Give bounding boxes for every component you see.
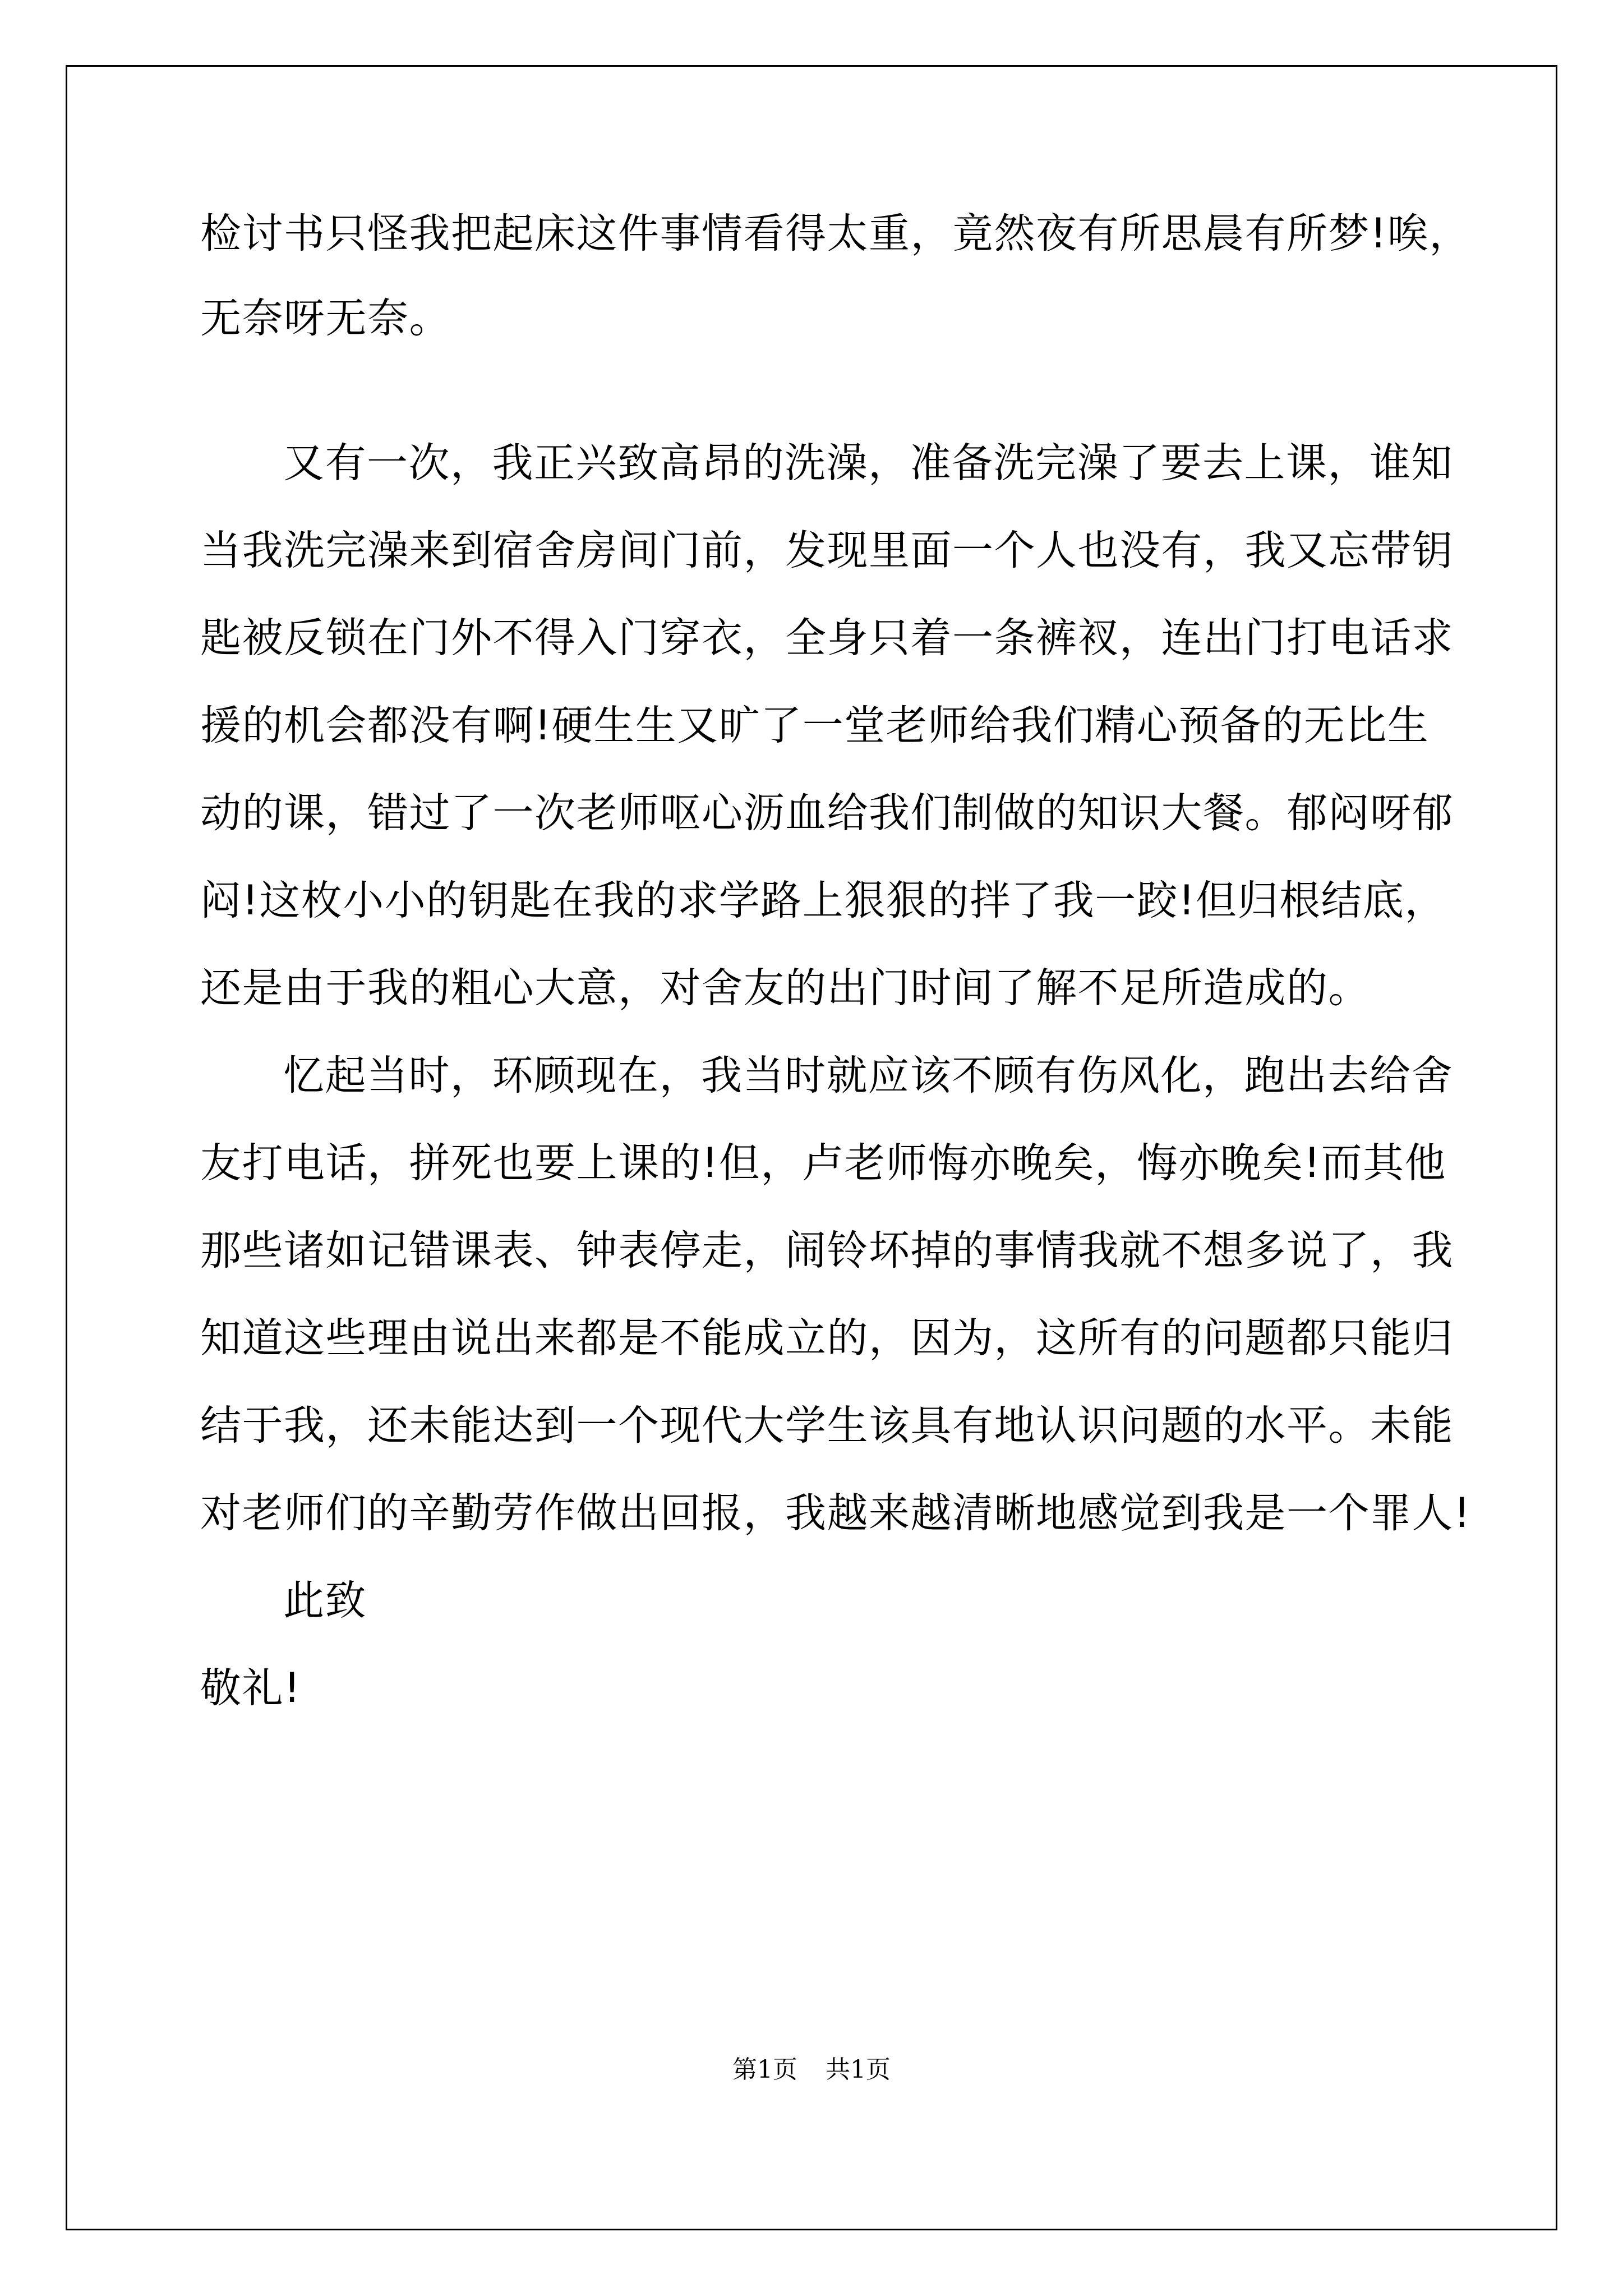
body-line: 援的机会都没有啊!硬生生又旷了一堂老师给我们精心预备的无比生 xyxy=(200,702,1430,749)
body-line: 无奈呀无奈。 xyxy=(200,295,451,342)
page-total: 共1页 xyxy=(826,2055,891,2084)
body-line: 闷!这枚小小的钥匙在我的求学路上狠狠的拌了我一跤!但归根结底， xyxy=(200,877,1447,924)
paragraph-first-line: 又有一次，我正兴致高昂的洗澡，准备洗完澡了要去上课，谁知 xyxy=(283,439,1453,487)
body-line: 动的课，错过了一次老师呕心沥血给我们制做的知识大餐。郁闷呀郁 xyxy=(200,789,1454,837)
paragraph-first-line: 忆起当时，环顾现在，我当时就应该不顾有伤风化，跑出去给舍 xyxy=(283,1052,1453,1099)
page-footer xyxy=(0,2053,1623,2087)
page-number: 第1页 xyxy=(732,2055,797,2084)
body-line: 对老师们的辛勤劳作做出回报，我越来越清晰地感觉到我是一个罪人! xyxy=(200,1489,1471,1537)
body-line: 结于我，还未能达到一个现代大学生该具有地认识问题的水平。未能 xyxy=(200,1402,1454,1450)
body-line: 那些诸如记错课表、钟表停走，闹铃坏掉的事情我就不想多说了，我 xyxy=(200,1227,1454,1274)
body-line: 匙被反锁在门外不得入门穿衣，全身只着一条裤衩，连出门打电话求 xyxy=(200,614,1454,662)
body-line: 检讨书只怪我把起床这件事情看得太重，竟然夜有所思晨有所梦!唉， xyxy=(200,210,1471,257)
closing-salutation: 此致 xyxy=(283,1577,367,1625)
body-line: 知道这些理由说出来都是不能成立的，因为，这所有的问题都只能归 xyxy=(200,1314,1454,1362)
body-line: 还是由于我的粗心大意，对舍友的出门时间了解不足所造成的。 xyxy=(200,964,1370,1012)
closing-regards: 敬礼! xyxy=(200,1664,301,1712)
body-line: 友打电话，拼死也要上课的!但，卢老师悔亦晚矣，悔亦晚矣!而其他 xyxy=(200,1139,1447,1187)
body-line: 当我洗完澡来到宿舍房间门前，发现里面一个人也没有，我又忘带钥 xyxy=(200,527,1454,574)
